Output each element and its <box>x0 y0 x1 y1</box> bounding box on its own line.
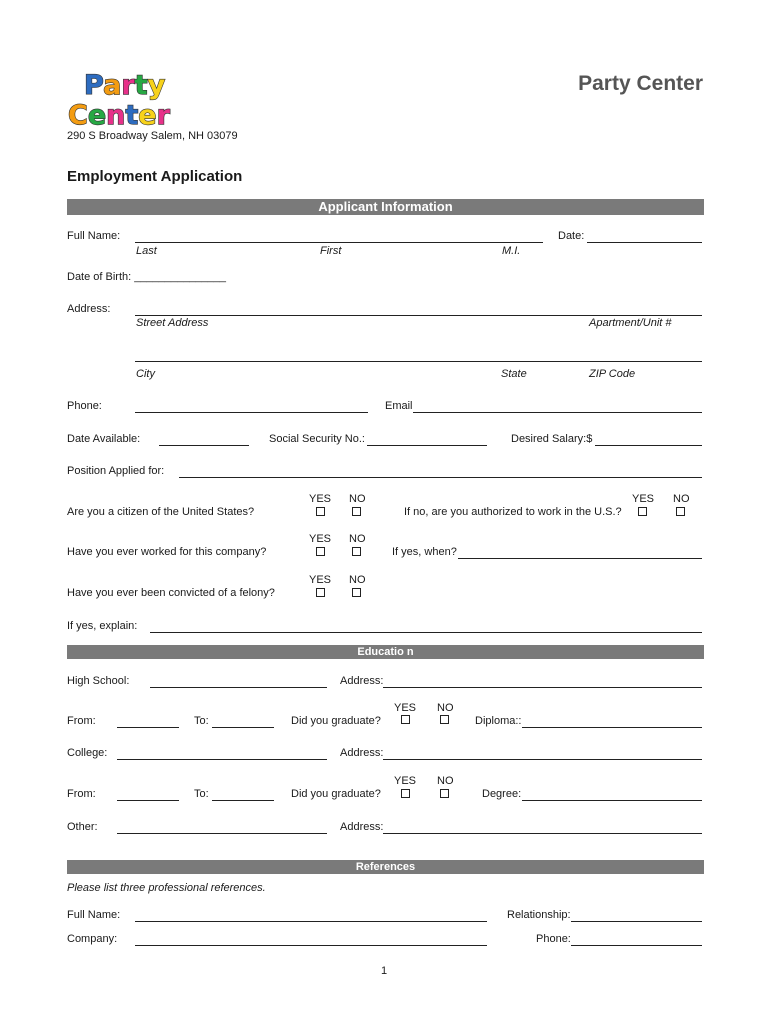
authorized-yes-checkbox[interactable] <box>638 507 647 516</box>
high-school-address-label: Address: <box>340 675 384 687</box>
citizen-yes-label: YES <box>309 493 332 505</box>
felony-no-label: NO <box>349 574 366 586</box>
other-address-label: Address: <box>340 821 384 833</box>
email-line[interactable] <box>413 412 702 413</box>
high-school-line[interactable] <box>150 687 327 688</box>
apartment-label: Apartment/Unit # <box>589 317 672 329</box>
full-name-line[interactable] <box>135 242 543 243</box>
address-label: Address: <box>67 303 111 315</box>
svg-text:Center: Center <box>68 100 170 130</box>
email-label: Email <box>385 400 413 412</box>
party-center-logo <box>66 70 221 135</box>
phone-line[interactable] <box>135 412 368 413</box>
mi-label: M.I. <box>502 245 521 257</box>
ref-phone-label: Phone: <box>536 933 571 945</box>
date-line[interactable] <box>587 242 702 243</box>
phone-label: Phone: <box>67 400 102 412</box>
high-school-label: High School: <box>67 675 130 687</box>
desired-salary-line[interactable] <box>595 445 702 446</box>
worked-yes-label: YES <box>309 533 332 545</box>
felony-yes-label: YES <box>309 574 332 586</box>
hs-graduate-question: Did you graduate? <box>291 715 381 727</box>
last-label: Last <box>136 245 157 257</box>
ssn-line[interactable] <box>367 445 487 446</box>
college-graduate-no-label: NO <box>437 775 454 787</box>
citizen-no-checkbox[interactable] <box>352 507 361 516</box>
dob-field[interactable]: Date of Birth: _______________ <box>67 271 227 283</box>
college-from-label: From: <box>67 788 96 800</box>
when-label: If yes, when? <box>392 546 457 558</box>
ref-full-name-label: Full Name: <box>67 909 121 921</box>
state-label: State <box>501 368 527 380</box>
applicant-section-header: Applicant Information <box>67 199 704 215</box>
street-address-label: Street Address <box>136 317 209 329</box>
desired-salary-label: Desired Salary:$ <box>511 433 593 445</box>
college-graduate-yes-checkbox[interactable] <box>401 789 410 798</box>
company-name: Party Center <box>578 72 703 95</box>
college-address-label: Address: <box>340 747 384 759</box>
other-line[interactable] <box>117 833 327 834</box>
felony-question: Have you ever been convicted of a felony? <box>67 587 275 599</box>
hs-graduate-yes-checkbox[interactable] <box>401 715 410 724</box>
first-label: First <box>320 245 342 257</box>
ref-phone-line[interactable] <box>571 945 702 946</box>
college-from-line[interactable] <box>117 800 179 801</box>
position-line[interactable] <box>179 477 702 478</box>
hs-to-line[interactable] <box>212 727 274 728</box>
ref-company-label: Company: <box>67 933 118 945</box>
worked-no-label: NO <box>349 533 366 545</box>
ssn-label: Social Security No.: <box>269 433 365 445</box>
hs-graduate-no-checkbox[interactable] <box>440 715 449 724</box>
hs-from-line[interactable] <box>117 727 179 728</box>
relationship-line[interactable] <box>571 921 702 922</box>
citizen-yes-checkbox[interactable] <box>316 507 325 516</box>
street-address-line[interactable] <box>135 315 702 316</box>
ref-company-line[interactable] <box>135 945 487 946</box>
citizen-no-label: NO <box>349 493 366 505</box>
ref-full-name-line[interactable] <box>135 921 487 922</box>
authorized-no-label: NO <box>673 493 690 505</box>
college-to-label: To: <box>194 788 209 800</box>
worked-yes-checkbox[interactable] <box>316 547 325 556</box>
college-graduate-question: Did you graduate? <box>291 788 381 800</box>
page-number: 1 <box>381 965 388 977</box>
diploma-label: Diploma:: <box>475 715 522 727</box>
worked-no-checkbox[interactable] <box>352 547 361 556</box>
authorized-yes-label: YES <box>632 493 655 505</box>
authorized-no-checkbox[interactable] <box>676 507 685 516</box>
citizen-question: Are you a citizen of the United States? <box>67 506 255 518</box>
relationship-label: Relationship: <box>507 909 571 921</box>
worked-question: Have you ever worked for this company? <box>67 546 267 558</box>
high-school-address-line[interactable] <box>383 687 702 688</box>
when-line[interactable] <box>458 558 702 559</box>
references-instruction: Please list three professional references. <box>67 882 266 894</box>
hs-from-label: From: <box>67 715 96 727</box>
education-section-header: Educatio n <box>67 645 704 659</box>
hs-to-label: To: <box>194 715 209 727</box>
college-to-line[interactable] <box>212 800 274 801</box>
felony-yes-checkbox[interactable] <box>316 588 325 597</box>
other-label: Other: <box>67 821 98 833</box>
city-label: City <box>136 368 155 380</box>
company-address: 290 S Broadway Salem, NH 03079 <box>67 130 238 142</box>
full-name-label: Full Name: <box>67 230 121 242</box>
date-available-label: Date Available: <box>67 433 141 445</box>
college-address-line[interactable] <box>383 759 702 760</box>
zip-label: ZIP Code <box>589 368 636 380</box>
position-label: Position Applied for: <box>67 465 165 477</box>
city-line[interactable] <box>135 361 702 362</box>
degree-line[interactable] <box>522 800 702 801</box>
authorized-question: If no, are you authorized to work in the U.S.? <box>404 506 622 518</box>
date-available-line[interactable] <box>159 445 249 446</box>
svg-text:Party: Party <box>84 70 166 101</box>
explain-label: If yes, explain: <box>67 620 138 632</box>
references-section-header: References <box>67 860 704 874</box>
hs-graduate-no-label: NO <box>437 702 454 714</box>
explain-line[interactable] <box>150 632 702 633</box>
college-label: College: <box>67 747 108 759</box>
college-graduate-yes-label: YES <box>394 775 417 787</box>
diploma-line[interactable] <box>522 727 702 728</box>
hs-graduate-yes-label: YES <box>394 702 417 714</box>
felony-no-checkbox[interactable] <box>352 588 361 597</box>
degree-label: Degree: <box>482 788 522 800</box>
document-title: Employment Application <box>67 168 243 185</box>
college-line[interactable] <box>117 759 327 760</box>
other-address-line[interactable] <box>383 833 702 834</box>
date-label: Date: <box>558 230 585 242</box>
college-graduate-no-checkbox[interactable] <box>440 789 449 798</box>
